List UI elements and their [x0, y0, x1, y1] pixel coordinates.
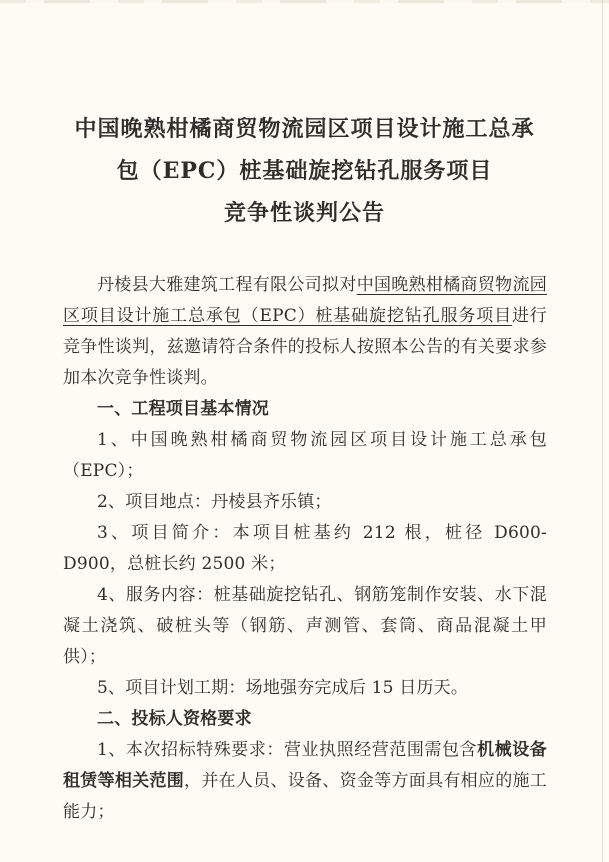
section-1-item-3: 3、项目简介：本项目桩基约 212 根，桩径 D600-D900，总桩长约 2500 米； [63, 523, 547, 574]
scan-artifact-right-edge [602, 0, 603, 862]
section-1-item-5: 5、项目计划工期：场地强夯完成后 15 日历天。 [97, 678, 469, 698]
bold-business-scope: 机械设备租赁等相关范围 [63, 740, 547, 791]
section-1-item-1: 1、中国晚熟柑橘商贸物流园区项目设计施工总承包（EPC）； [63, 430, 547, 481]
item-text-after: ，并在人员、设备、资金等方面具有相应的施工能力； [63, 771, 548, 822]
intro-text-after: 进行竞争性谈判，兹邀请符合条件的投标人按照本公告的有关要求参加本次竞争性谈判。 [63, 306, 547, 388]
section-2-heading: 二、投标人资格要求 [97, 709, 252, 729]
underlined-project-name: 中国晚熟柑橘商贸物流园区项目设计施工总承包（EPC）桩基础旋挖钻孔服务项目 [63, 275, 548, 326]
item-text-before: 1、本次招标特殊要求：营业执照经营范围需包含 [97, 740, 478, 760]
section-2-item-1 [63, 735, 547, 828]
document-title [40, 108, 569, 234]
document-body [63, 270, 547, 828]
section-1-item-2: 2、项目地点：丹棱县齐乐镇； [97, 492, 332, 512]
intro-text-before: 丹棱县大雅建筑工程有限公司拟对 [97, 275, 357, 295]
title-line-2: 包（EPC）桩基础旋挖钻孔服务项目 [116, 158, 493, 184]
section-1-heading: 一、工程项目基本情况 [97, 399, 269, 419]
title-line-1: 中国晚熟柑橘商贸物流园区项目设计施工总承 [74, 116, 535, 142]
section-1-item-4: 4、服务内容：桩基础旋挖钻孔、钢筋笼制作安装、水下混凝土浇筑、破桩头等（钢筋、声测管、套筒、商品混凝土甲供）； [63, 585, 547, 667]
scan-artifact-top-edge [0, 0, 609, 3]
title-line-3: 竞争性谈判公告 [223, 200, 385, 226]
intro-paragraph [63, 270, 547, 394]
